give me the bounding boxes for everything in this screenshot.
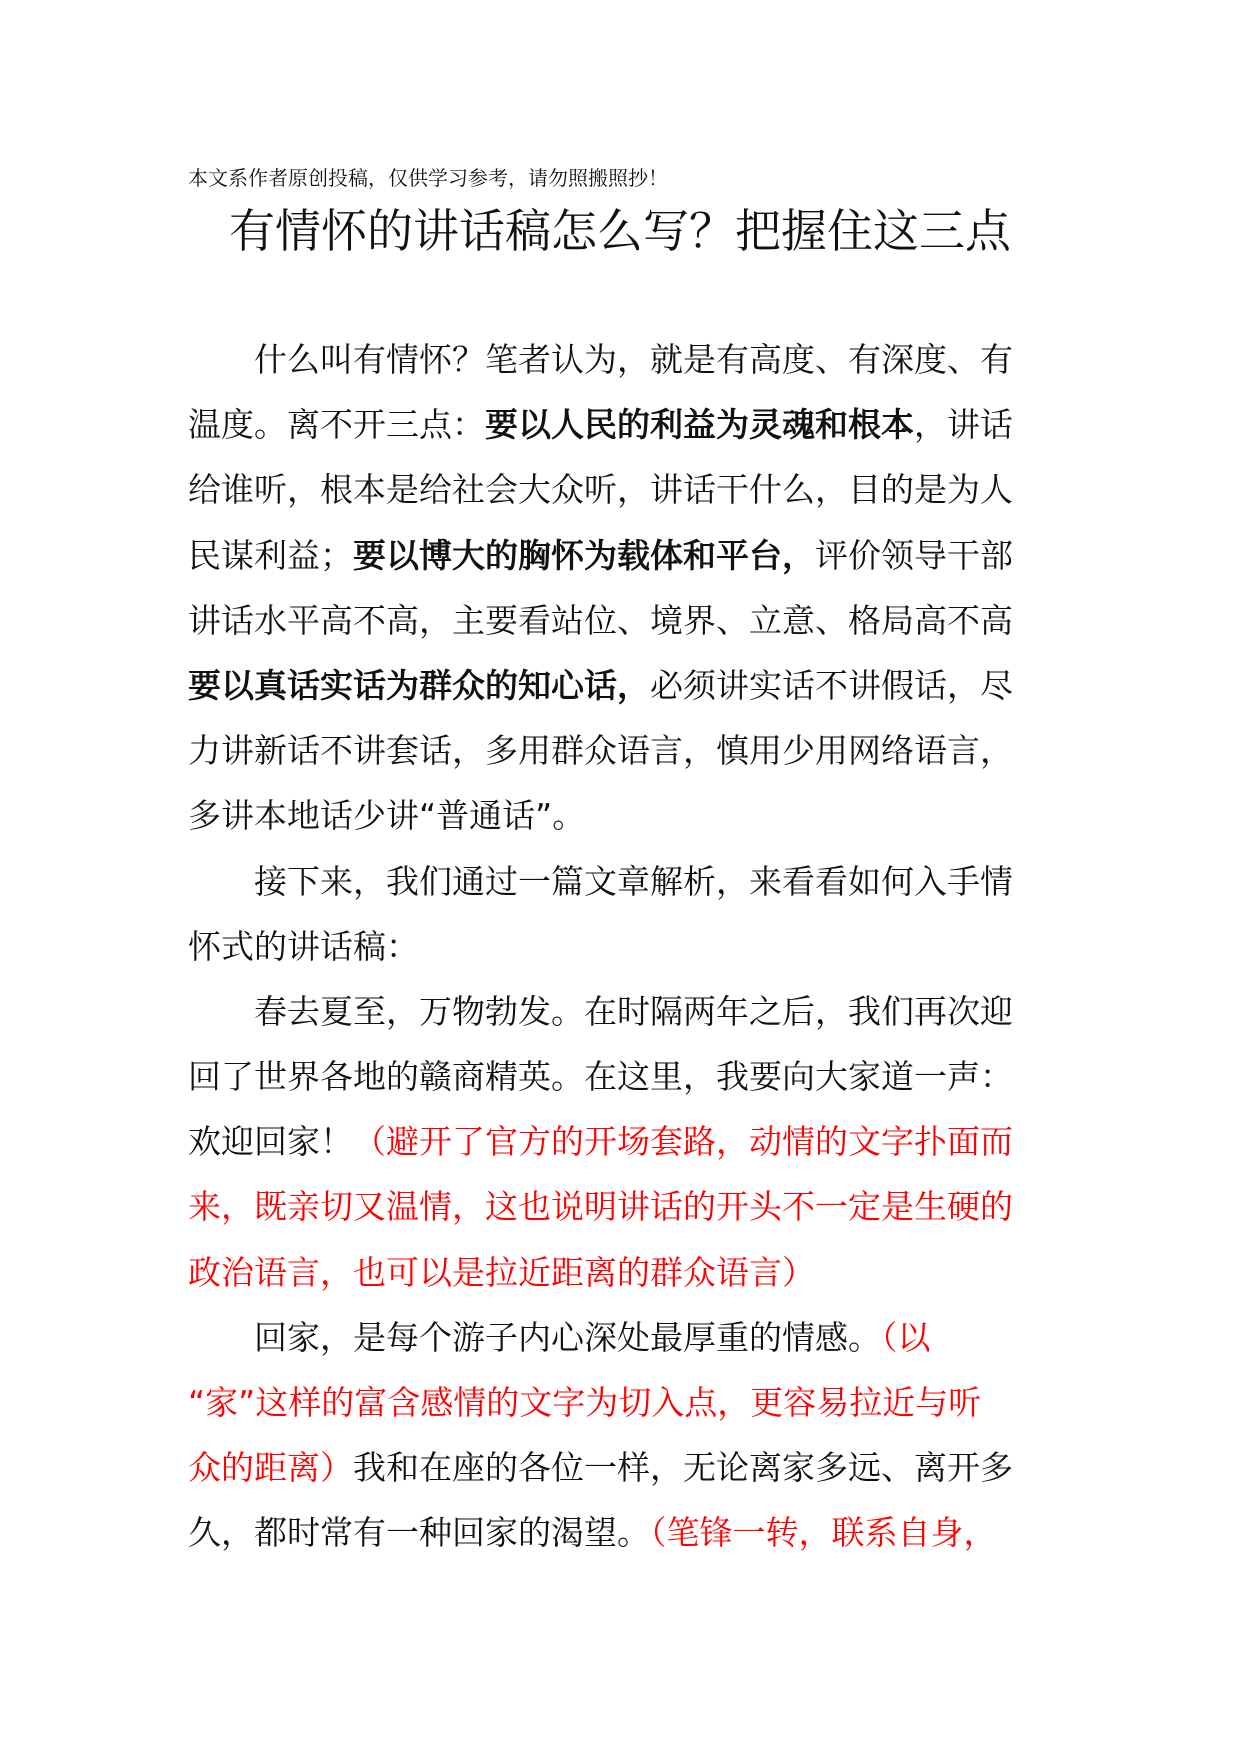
bold-key-point: 要以真话实话为群众的知心话， [188, 665, 650, 705]
annotation-text: 众的距离） [188, 1448, 353, 1488]
paragraph-line: 接下来，我们通过一篇文章解析，来看看如何入手情 [254, 861, 1013, 901]
bold-key-point: 要以博大的胸怀为载体和平台， [353, 535, 815, 575]
paragraph-line: 欢迎回家！（避开了官方的开场套路，动情的文字扑面而 [188, 1122, 1013, 1162]
paragraph-line: 温度。离不开三点：要以人民的利益为灵魂和根本，讲话 [188, 405, 1013, 445]
annotation-line: 来，既亲切又温情，这也说明讲话的开头不一定是生硬的 [188, 1187, 1013, 1227]
copyright-notice: 本文系作者原创投稿，仅供学习参考，请勿照搬照抄！ [188, 166, 668, 190]
paragraph-line: 力讲新话不讲套话，多用群众语言，慎用少用网络语言， [188, 731, 1013, 771]
paragraph-line: 怀式的讲话稿： [188, 926, 419, 966]
annotation-line: 政治语言，也可以是拉近距离的群众语言） [188, 1252, 815, 1292]
paragraph-line: 讲话水平高不高，主要看站位、境界、立意、格局高不高 [188, 600, 1013, 640]
paragraph-line: 民谋利益；要以博大的胸怀为载体和平台，评价领导干部 [188, 535, 1013, 575]
paragraph-line: 什么叫有情怀？笔者认为，就是有高度、有深度、有 [254, 340, 1013, 379]
paragraph-line: 春去夏至，万物勃发。在时隔两年之后，我们再次迎 [254, 991, 1013, 1031]
annotation-text: （笔锋一转，联系自身， [650, 1513, 997, 1553]
paragraph-line: 给谁听，根本是给社会大众听，讲话干什么，目的是为人 [188, 470, 1013, 510]
bold-key-point: 要以人民的利益为灵魂和根本 [485, 405, 914, 445]
paragraph-line: 回家，是每个游子内心深处最厚重的情感。（以 [254, 1317, 931, 1357]
document-body [188, 327, 1060, 1566]
paragraph-line: 回了世界各地的赣商精英。在这里，我要向大家道一声： [188, 1057, 1013, 1097]
paragraph-line: 久，都时常有一种回家的渴望。（笔锋一转，联系自身， [188, 1513, 997, 1553]
annotation-line: “家”这样的富含感情的文字为切入点，更容易拉近与听 [188, 1383, 982, 1422]
annotation-text: （避开了官方的开场套路，动情的文字扑面而 [353, 1122, 1013, 1162]
annotation-text: （以 [881, 1317, 931, 1357]
paragraph-line: 要以真话实话为群众的知心话，必须讲实话不讲假话，尽 [188, 665, 1013, 705]
document-title: 有情怀的讲话稿怎么写？把握住这三点 [229, 204, 1011, 258]
paragraph-line: 众的距离）我和在座的各位一样，无论离家多远、离开多 [188, 1448, 1013, 1488]
paragraph-line: 多讲本地话少讲“普通话”。 [188, 796, 586, 836]
